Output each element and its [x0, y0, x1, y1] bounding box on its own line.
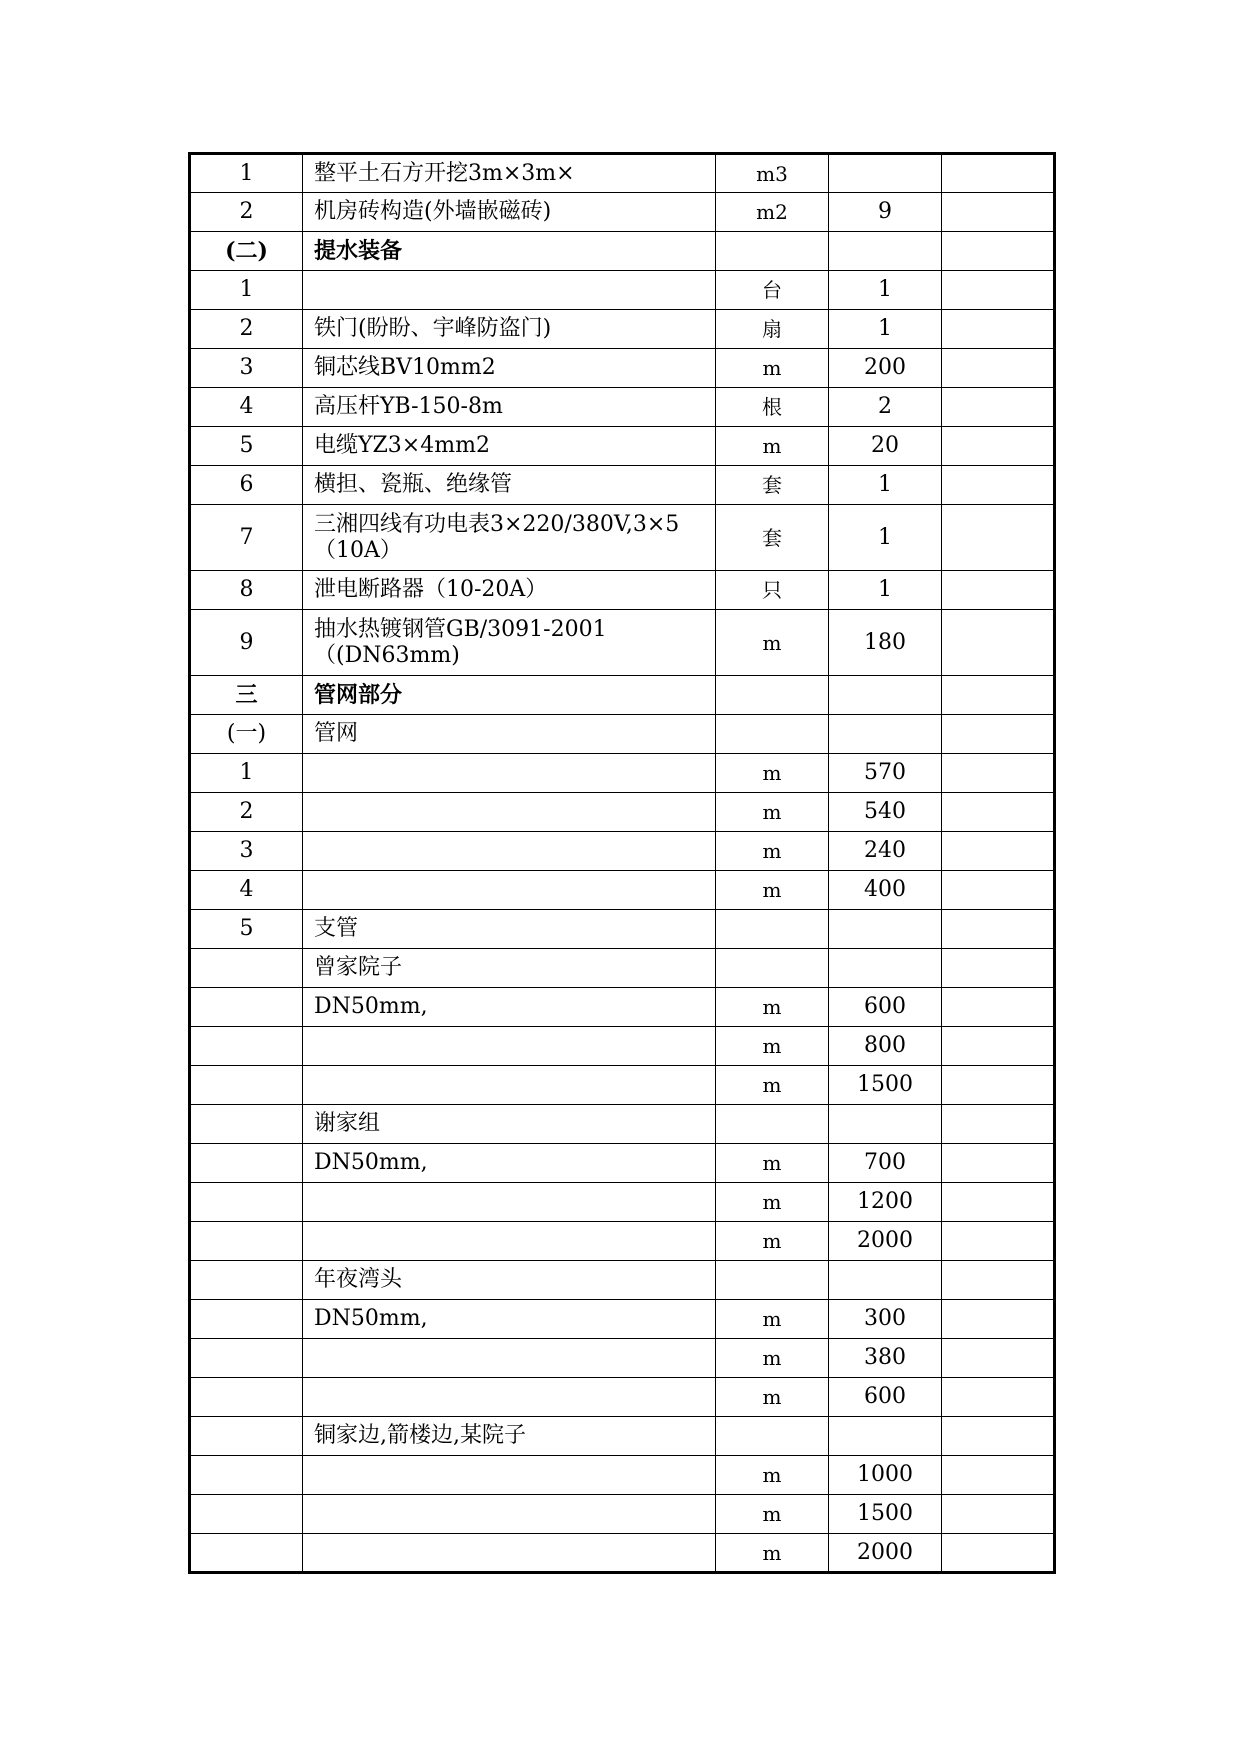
row-number-cell [190, 1066, 303, 1105]
unit-cell: 套 [716, 505, 829, 571]
row-number-cell [190, 1300, 303, 1339]
table-row [190, 193, 1055, 232]
remark-cell [942, 1456, 1055, 1495]
unit-cell: m [716, 1495, 829, 1534]
remark-cell [942, 610, 1055, 676]
table-row [190, 271, 1055, 310]
quantity-cell: 1 [829, 466, 942, 505]
remark-cell [942, 793, 1055, 832]
row-number-cell: 1 [190, 154, 303, 193]
table-row [190, 1417, 1055, 1456]
quantity-cell: 1000 [829, 1456, 942, 1495]
item-name-cell: 抽水热镀钢管GB/3091-2001（(DN63mm) [303, 610, 716, 676]
row-number-cell [190, 1495, 303, 1534]
row-number-cell: 三 [190, 676, 303, 715]
item-name-cell: 铜家边,箭楼边,某院子 [303, 1417, 716, 1456]
table-row [190, 1534, 1055, 1573]
item-name-cell: 管网部分 [303, 676, 716, 715]
remark-cell [942, 1378, 1055, 1417]
row-number-cell: 2 [190, 193, 303, 232]
row-number-cell: 2 [190, 793, 303, 832]
item-name-cell [303, 1495, 716, 1534]
item-name-cell: 管网 [303, 715, 716, 754]
unit-cell [716, 1417, 829, 1456]
item-name-cell [303, 832, 716, 871]
item-name-cell [303, 754, 716, 793]
unit-cell: m [716, 1456, 829, 1495]
quantity-cell: 400 [829, 871, 942, 910]
remark-cell [942, 715, 1055, 754]
remark-cell [942, 949, 1055, 988]
remark-cell [942, 1534, 1055, 1573]
unit-cell [716, 949, 829, 988]
table-row [190, 871, 1055, 910]
row-number-cell [190, 949, 303, 988]
item-name-cell: 三湘四线有功电表3×220/380V,3×5（10A） [303, 505, 716, 571]
quantity-cell: 200 [829, 349, 942, 388]
item-name-cell: 泄电断路器（10-20A） [303, 571, 716, 610]
item-name-cell: 谢家组 [303, 1105, 716, 1144]
quantity-cell: 2000 [829, 1534, 942, 1573]
quantity-cell: 380 [829, 1339, 942, 1378]
quantity-cell: 1500 [829, 1066, 942, 1105]
quantity-cell: 700 [829, 1144, 942, 1183]
remark-cell [942, 1183, 1055, 1222]
table-row [190, 1495, 1055, 1534]
table-row [190, 310, 1055, 349]
remark-cell [942, 154, 1055, 193]
quantity-cell [829, 154, 942, 193]
unit-cell: m [716, 1534, 829, 1573]
row-number-cell: (二) [190, 232, 303, 271]
table-row [190, 1183, 1055, 1222]
table-row [190, 1261, 1055, 1300]
row-number-cell: 3 [190, 832, 303, 871]
remark-cell [942, 1495, 1055, 1534]
unit-cell: m [716, 610, 829, 676]
material-table [188, 152, 1056, 1574]
row-number-cell: 3 [190, 349, 303, 388]
remark-cell [942, 1027, 1055, 1066]
row-number-cell: (一) [190, 715, 303, 754]
table-row [190, 1144, 1055, 1183]
unit-cell: m [716, 832, 829, 871]
row-number-cell [190, 1183, 303, 1222]
remark-cell [942, 832, 1055, 871]
row-number-cell: 8 [190, 571, 303, 610]
item-name-cell: 电缆YZ3×4mm2 [303, 427, 716, 466]
quantity-cell [829, 676, 942, 715]
remark-cell [942, 1222, 1055, 1261]
remark-cell [942, 271, 1055, 310]
quantity-cell: 570 [829, 754, 942, 793]
unit-cell [716, 232, 829, 271]
unit-cell: m [716, 1300, 829, 1339]
unit-cell: m3 [716, 154, 829, 193]
table-row [190, 1222, 1055, 1261]
row-number-cell: 4 [190, 388, 303, 427]
unit-cell: 扇 [716, 310, 829, 349]
item-name-cell: DN50mm, [303, 988, 716, 1027]
remark-cell [942, 388, 1055, 427]
row-number-cell [190, 1144, 303, 1183]
unit-cell [716, 1105, 829, 1144]
table-row [190, 610, 1055, 676]
table-row [190, 676, 1055, 715]
unit-cell: 台 [716, 271, 829, 310]
table-row [190, 1456, 1055, 1495]
item-name-cell: 年夜湾头 [303, 1261, 716, 1300]
item-name-cell [303, 1222, 716, 1261]
quantity-cell: 1 [829, 310, 942, 349]
unit-cell: m [716, 1183, 829, 1222]
unit-cell: m2 [716, 193, 829, 232]
table-row [190, 793, 1055, 832]
quantity-cell: 1 [829, 505, 942, 571]
row-number-cell: 2 [190, 310, 303, 349]
table-row [190, 571, 1055, 610]
table-row [190, 349, 1055, 388]
table-row [190, 832, 1055, 871]
row-number-cell: 9 [190, 610, 303, 676]
unit-cell: m [716, 1378, 829, 1417]
quantity-cell [829, 1261, 942, 1300]
unit-cell: 根 [716, 388, 829, 427]
item-name-cell: 高压杆YB-150-8m [303, 388, 716, 427]
remark-cell [942, 1261, 1055, 1300]
material-table-body [190, 154, 1055, 1573]
table-row [190, 910, 1055, 949]
remark-cell [942, 466, 1055, 505]
quantity-cell: 2000 [829, 1222, 942, 1261]
item-name-cell [303, 1339, 716, 1378]
remark-cell [942, 571, 1055, 610]
row-number-cell [190, 1456, 303, 1495]
row-number-cell [190, 1339, 303, 1378]
table-row [190, 1027, 1055, 1066]
row-number-cell [190, 1378, 303, 1417]
unit-cell: m [716, 1339, 829, 1378]
unit-cell: 只 [716, 571, 829, 610]
table-row [190, 154, 1055, 193]
unit-cell: m [716, 754, 829, 793]
item-name-cell [303, 1027, 716, 1066]
quantity-cell [829, 232, 942, 271]
quantity-cell: 1200 [829, 1183, 942, 1222]
quantity-cell: 600 [829, 1378, 942, 1417]
unit-cell [716, 1261, 829, 1300]
table-row [190, 1066, 1055, 1105]
table-row [190, 715, 1055, 754]
row-number-cell: 7 [190, 505, 303, 571]
item-name-cell [303, 793, 716, 832]
table-row [190, 466, 1055, 505]
quantity-cell: 180 [829, 610, 942, 676]
item-name-cell: 提水装备 [303, 232, 716, 271]
table-row [190, 1339, 1055, 1378]
remark-cell [942, 193, 1055, 232]
remark-cell [942, 988, 1055, 1027]
table-row [190, 754, 1055, 793]
item-name-cell: 横担、瓷瓶、绝缘管 [303, 466, 716, 505]
item-name-cell [303, 1456, 716, 1495]
unit-cell [716, 910, 829, 949]
quantity-cell [829, 1105, 942, 1144]
remark-cell [942, 1339, 1055, 1378]
table-row [190, 232, 1055, 271]
row-number-cell: 1 [190, 754, 303, 793]
unit-cell: m [716, 871, 829, 910]
unit-cell [716, 715, 829, 754]
table-row [190, 988, 1055, 1027]
remark-cell [942, 427, 1055, 466]
table-row [190, 1300, 1055, 1339]
quantity-cell: 600 [829, 988, 942, 1027]
table-row [190, 949, 1055, 988]
quantity-cell: 240 [829, 832, 942, 871]
remark-cell [942, 1105, 1055, 1144]
row-number-cell [190, 1534, 303, 1573]
remark-cell [942, 1300, 1055, 1339]
remark-cell [942, 676, 1055, 715]
unit-cell: m [716, 1066, 829, 1105]
item-name-cell: DN50mm, [303, 1144, 716, 1183]
quantity-cell [829, 1417, 942, 1456]
remark-cell [942, 505, 1055, 571]
quantity-cell: 20 [829, 427, 942, 466]
quantity-cell: 300 [829, 1300, 942, 1339]
item-name-cell [303, 1534, 716, 1573]
item-name-cell: 支管 [303, 910, 716, 949]
remark-cell [942, 1066, 1055, 1105]
quantity-cell: 2 [829, 388, 942, 427]
row-number-cell [190, 1105, 303, 1144]
row-number-cell [190, 1261, 303, 1300]
table-row [190, 388, 1055, 427]
row-number-cell [190, 1417, 303, 1456]
item-name-cell: 铜芯线BV10mm2 [303, 349, 716, 388]
item-name-cell [303, 271, 716, 310]
row-number-cell: 5 [190, 427, 303, 466]
quantity-cell: 540 [829, 793, 942, 832]
table-row [190, 1105, 1055, 1144]
quantity-cell: 800 [829, 1027, 942, 1066]
item-name-cell [303, 1066, 716, 1105]
quantity-cell: 1 [829, 271, 942, 310]
remark-cell [942, 232, 1055, 271]
unit-cell: m [716, 1144, 829, 1183]
item-name-cell: DN50mm, [303, 1300, 716, 1339]
row-number-cell: 5 [190, 910, 303, 949]
item-name-cell: 整平土石方开挖3m×3m× [303, 154, 716, 193]
item-name-cell [303, 1183, 716, 1222]
item-name-cell [303, 1378, 716, 1417]
remark-cell [942, 349, 1055, 388]
item-name-cell: 铁门(盼盼、宇峰防盗门) [303, 310, 716, 349]
row-number-cell: 4 [190, 871, 303, 910]
unit-cell: m [716, 988, 829, 1027]
quantity-cell: 1 [829, 571, 942, 610]
remark-cell [942, 754, 1055, 793]
unit-cell: m [716, 1222, 829, 1261]
row-number-cell [190, 988, 303, 1027]
item-name-cell: 曾家院子 [303, 949, 716, 988]
item-name-cell: 机房砖构造(外墙嵌磁砖) [303, 193, 716, 232]
item-name-cell [303, 871, 716, 910]
remark-cell [942, 1417, 1055, 1456]
remark-cell [942, 310, 1055, 349]
remark-cell [942, 910, 1055, 949]
quantity-cell [829, 910, 942, 949]
row-number-cell: 6 [190, 466, 303, 505]
quantity-cell: 1500 [829, 1495, 942, 1534]
unit-cell: m [716, 427, 829, 466]
quantity-cell [829, 715, 942, 754]
quantity-cell [829, 949, 942, 988]
remark-cell [942, 1144, 1055, 1183]
table-row [190, 1378, 1055, 1417]
table-row [190, 505, 1055, 571]
remark-cell [942, 871, 1055, 910]
unit-cell [716, 676, 829, 715]
row-number-cell: 1 [190, 271, 303, 310]
unit-cell: 套 [716, 466, 829, 505]
unit-cell: m [716, 793, 829, 832]
row-number-cell [190, 1027, 303, 1066]
unit-cell: m [716, 349, 829, 388]
unit-cell: m [716, 1027, 829, 1066]
row-number-cell [190, 1222, 303, 1261]
quantity-cell: 9 [829, 193, 942, 232]
table-row [190, 427, 1055, 466]
